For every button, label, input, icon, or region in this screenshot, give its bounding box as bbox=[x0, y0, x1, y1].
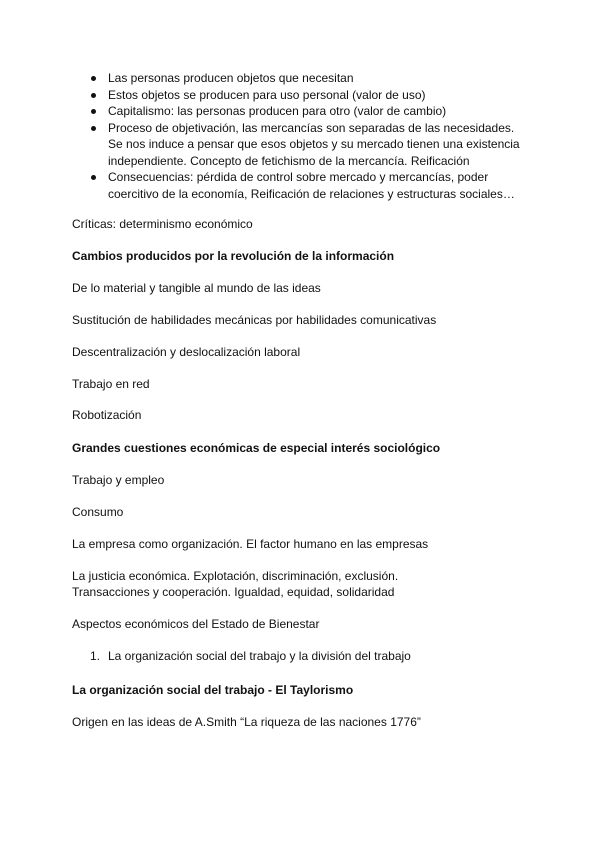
paragraph: Trabajo y empleo bbox=[72, 473, 165, 487]
paragraph: Sustitución de habilidades mecánicas por habilidades comunicativas bbox=[72, 313, 437, 327]
bullet-item: Estos objetos se producen para uso personal (valor de uso) bbox=[90, 87, 530, 104]
paragraph-justicia-line2: Transacciones y cooperación. Igualdad, equidad, solidaridad bbox=[72, 585, 395, 599]
bullet-list bbox=[90, 70, 530, 202]
criticas-paragraph: Críticas: determinismo económico bbox=[72, 217, 253, 231]
paragraph-justicia-line1: La justicia económica. Explotación, discriminación, exclusión. bbox=[72, 569, 399, 583]
ordered-list-item bbox=[90, 648, 530, 665]
section-heading-revolucion: Cambios producidos por la revolución de la información bbox=[72, 249, 395, 263]
bullet-item: Consecuencias: pérdida de control sobre mercado y mercancías, poder coercitivo de la economía, Reificación de relaciones y estructuras sociales… bbox=[90, 169, 530, 202]
section-heading-cuestiones: Grandes cuestiones económicas de especial interés sociológico bbox=[72, 441, 441, 455]
paragraph: Consumo bbox=[72, 505, 124, 519]
paragraph: Robotización bbox=[72, 408, 142, 422]
bullet-item: Capitalismo: las personas producen para otro (valor de cambio) bbox=[90, 103, 530, 120]
paragraph: Trabajo en red bbox=[72, 377, 150, 391]
section-heading-taylorismo: La organización social del trabajo - El Taylorismo bbox=[72, 683, 354, 697]
list-item-text: La organización social del trabajo y la división del trabajo bbox=[108, 649, 411, 663]
paragraph-origen: Origen en las ideas de A.Smith “La riqueza de las naciones 1776” bbox=[72, 715, 421, 729]
list-number: 1. bbox=[90, 649, 101, 663]
paragraph: La empresa como organización. El factor humano en las empresas bbox=[72, 537, 429, 551]
paragraph: De lo material y tangible al mundo de las ideas bbox=[72, 281, 321, 295]
paragraph-aspectos: Aspectos económicos del Estado de Bienestar bbox=[72, 617, 320, 631]
bullet-item: Proceso de objetivación, las mercancías son separadas de las necesidades. Se nos induce a pensar que esos objetos y su mercado tienen una existencia independiente. Concepto de fetichismo de la mercancía. Reificación bbox=[90, 120, 530, 170]
bullet-item: Las personas producen objetos que necesitan bbox=[90, 70, 530, 87]
paragraph: Descentralización y deslocalización laboral bbox=[72, 345, 301, 359]
